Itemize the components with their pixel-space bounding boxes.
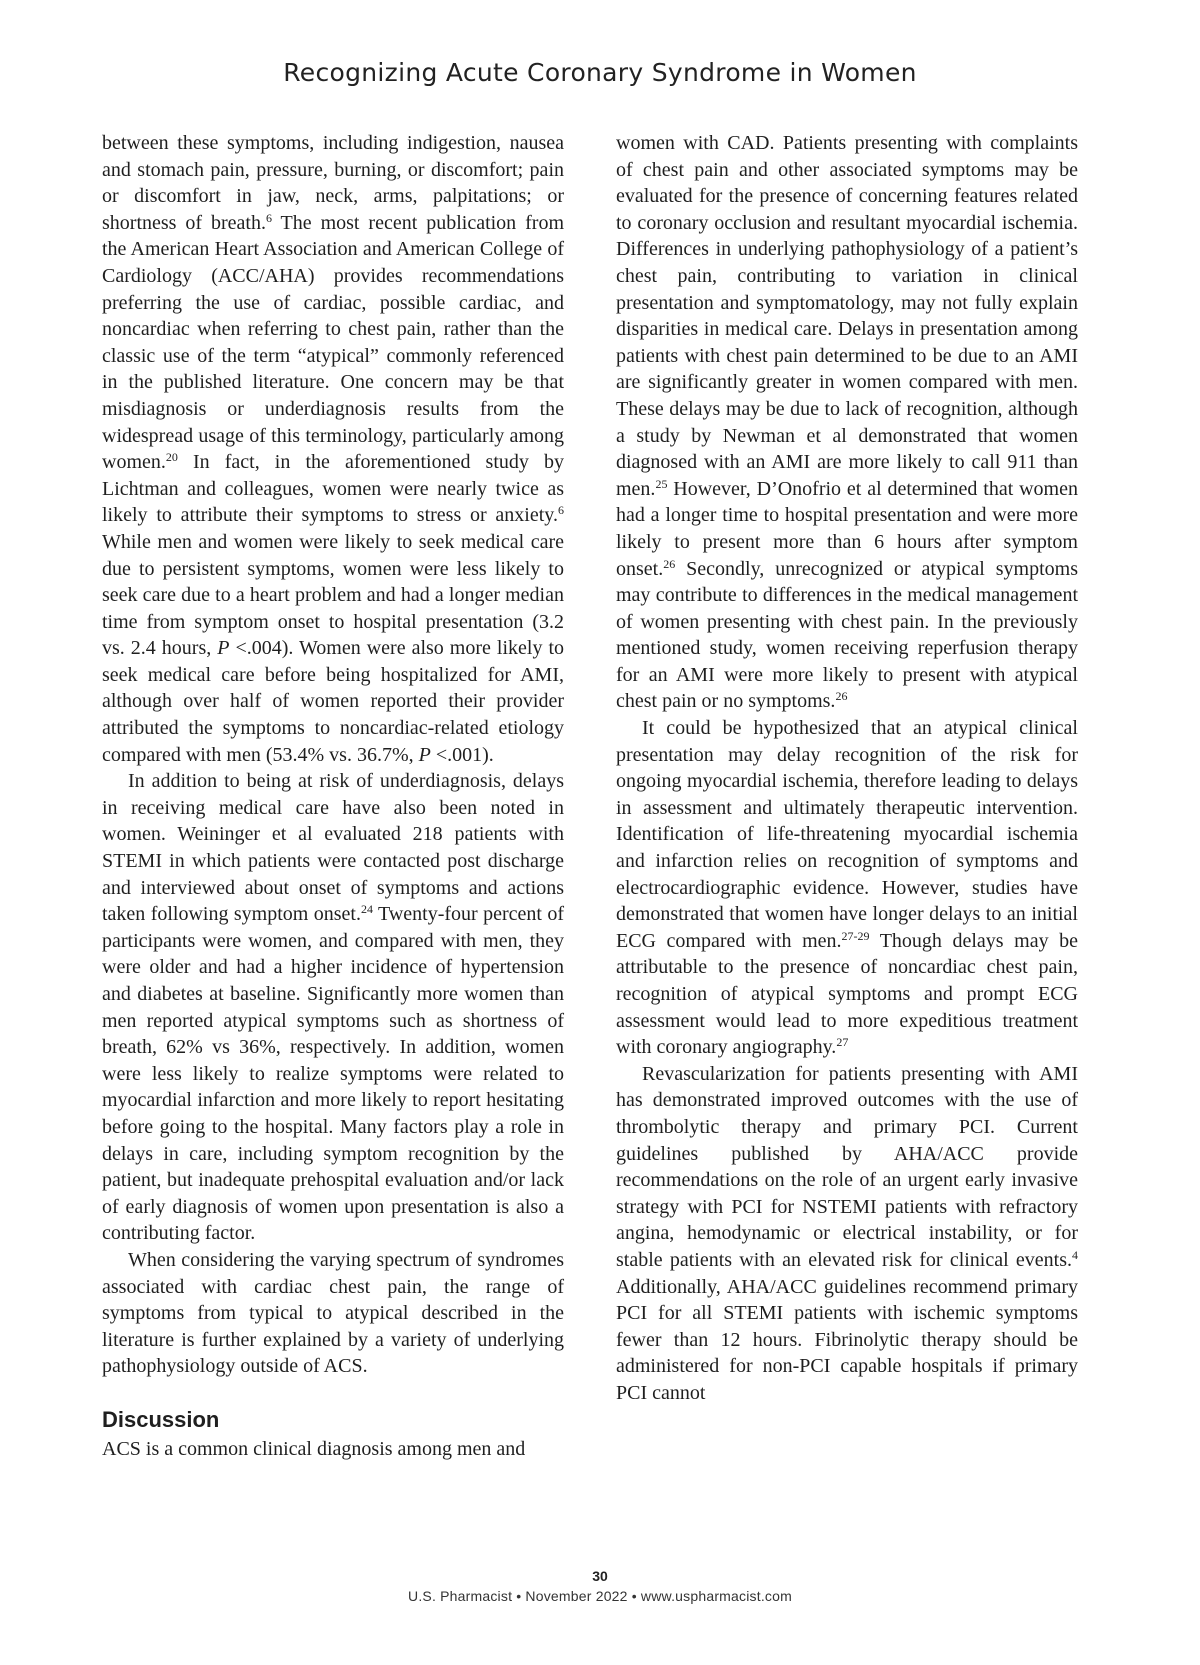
right-paragraph-3 <box>616 1061 1078 1407</box>
citation: 27 <box>836 1035 849 1050</box>
text-run: In fact, in the aforementioned study by Lichtman and colleagues, women were nearly twice as likely to attribute their symptoms to stress or anxiety. <box>102 451 564 527</box>
citation: 20 <box>165 450 178 465</box>
text-run: <.004). Women were also more likely to seek medical care before being hospitalized for AMI, although over half of women reported their provider attributed the symptoms to noncardiac-related etiology compared with men (53.4% vs. 36.7%, <box>102 637 565 766</box>
left-paragraph-1 <box>102 130 564 768</box>
text-run: Additionally, AHA/ACC guidelines recommend primary PCI for all STEMI patients with ischemic symptoms fewer than 12 hours. Fibrinolytic therapy should be administered for non-PCI capable hospitals if primary PCI cannot <box>616 1275 1078 1404</box>
citation: 25 <box>655 476 668 491</box>
text-run: Twenty-four percent of participants were women, and compared with men, they were older and had a higher incidence of hypertension and diabetes at baseline. Significantly more women than men reported atypical symptoms such as shortness of breath, 62% vs 36%, respectively. In addition, women were less likely to realize symptoms were related to myocardial infarction and more likely to report hesitating before going to the hospital. Many factors play a role in delays in care, including symptom recognition by the patient, but inadequate prehospital evaluation and/or lack of early diagnosis of women upon presentation is also a contributing factor. <box>102 903 564 1245</box>
page-number: 30 <box>592 1568 608 1584</box>
p-value-symbol: P <box>418 743 431 766</box>
citation: 27-29 <box>841 928 870 943</box>
text-run: women with CAD. Patients presenting with complaints of chest pain and other associated symptoms may be evaluated for the presence of concerning features related to coronary occlusion and resultant myocardial ischemia. Differences in underlying pathophysiology of a patient’s chest pain, contributing to variation in clinical presentation and symptomatology, may not fully explain disparities in medical care. Delays in presentation among patients with chest pain determined to be due to an AMI are significantly greater in women compared with men. These delays may be due to lack of recognition, although a study by Newman et al demonstrated that women diagnosed with an AMI are more likely to call 911 than men. <box>616 132 1078 500</box>
left-paragraph-4: ACS is a common clinical diagnosis among men and <box>102 1437 526 1460</box>
text-run: <.001). <box>430 743 494 766</box>
text-run: While men and women were likely to seek medical care due to persistent symptoms, women were less likely to seek care due to a heart problem and had a longer median time from symptom onset to hospital presentation (3.2 vs. 2.4 hours, <box>102 530 564 660</box>
text-run: between these symptoms, including indigestion, nausea and stomach pain, pressure, burning, or discomfort; pain or discomfort in jaw, neck, arms, palpitations; or shortness of breath. <box>102 132 564 234</box>
right-column <box>616 130 1078 1407</box>
text-run: However, D’Onofrio et al determined that women had a longer time to hospital presentation and were more likely to present more than 6 hours after symptom onset. <box>616 477 1078 580</box>
running-header: Recognizing Acute Coronary Syndrome in Women <box>283 58 917 87</box>
citation: 26 <box>663 556 676 571</box>
citation: 6 <box>265 210 272 225</box>
footer-publication-line: U.S. Pharmacist • November 2022 • www.uspharmacist.com <box>408 1588 792 1604</box>
citation: 4 <box>1072 1247 1078 1262</box>
text-run: The most recent publication from the American Heart Association and American College of Cardiology (ACC/AHA) provides recommendations preferring the use of cardiac, possible cardiac, and noncardiac when referring to chest pain, rather than the classic use of the term “atypical” commonly referenced in the published literature. One concern may be that misdiagnosis or underdiagnosis results from the widespread usage of this terminology, particularly among women. <box>102 211 565 474</box>
citation: 6 <box>558 503 564 518</box>
text-run: Secondly, unrecognized or atypical symptoms may contribute to differences in the medical management of women presenting with chest pain. In the previously mentioned study, women receiving reperfusion therapy for an AMI were more likely to present with atypical chest pain or no symptoms. <box>616 557 1078 713</box>
left-paragraph-2 <box>102 768 564 1247</box>
left-paragraph-3: When considering the varying spectrum of syndromes associated with cardiac chest pain, the range of symptoms from typical to atypical described in the literature is further explained by a variety of underlying pathophysiology outside of ACS. <box>102 1248 564 1378</box>
citation: 26 <box>835 689 848 704</box>
p-value-symbol: P <box>217 637 230 660</box>
left-column <box>102 130 564 1463</box>
text-run: Revascularization for patients presenting with AMI has demonstrated improved outcomes with the use of thrombolytic therapy and primary PCI. Current guidelines published by AHA/ACC provide recommendations on the role of an urgent early invasive strategy with PCI for NSTEMI patients with refractory angina, hemodynamic or electrical instability, or for stable patients with an elevated risk for clinical events. <box>616 1062 1078 1271</box>
text-run: In addition to being at risk of underdiagnosis, delays in receiving medical care have also been noted in women. Weininger et al evaluated 218 patients with STEMI in which patients were contacted post discharge and interviewed about onset of symptoms and actions taken following symptom onset. <box>102 770 564 926</box>
discussion-heading: Discussion <box>102 1406 220 1432</box>
right-paragraph-1 <box>616 130 1078 715</box>
right-paragraph-2 <box>616 715 1078 1061</box>
text-run: Though delays may be attributable to the presence of noncardiac chest pain, recognition of atypical symptoms and prompt ECG assessment would lead to more expeditious treatment with coronary angiography. <box>616 929 1078 1059</box>
citation: 24 <box>360 902 373 917</box>
text-run: It could be hypothesized that an atypical clinical presentation may delay recognition of the risk for ongoing myocardial ischemia, therefore leading to delays in assessment and ultimately therapeutic intervention. Identification of life-threatening myocardial ischemia and infarction relies on recognition of symptoms and electrocardiographic evidence. However, studies have demonstrated that women have longer delays to an initial ECG compared with men. <box>616 717 1078 952</box>
